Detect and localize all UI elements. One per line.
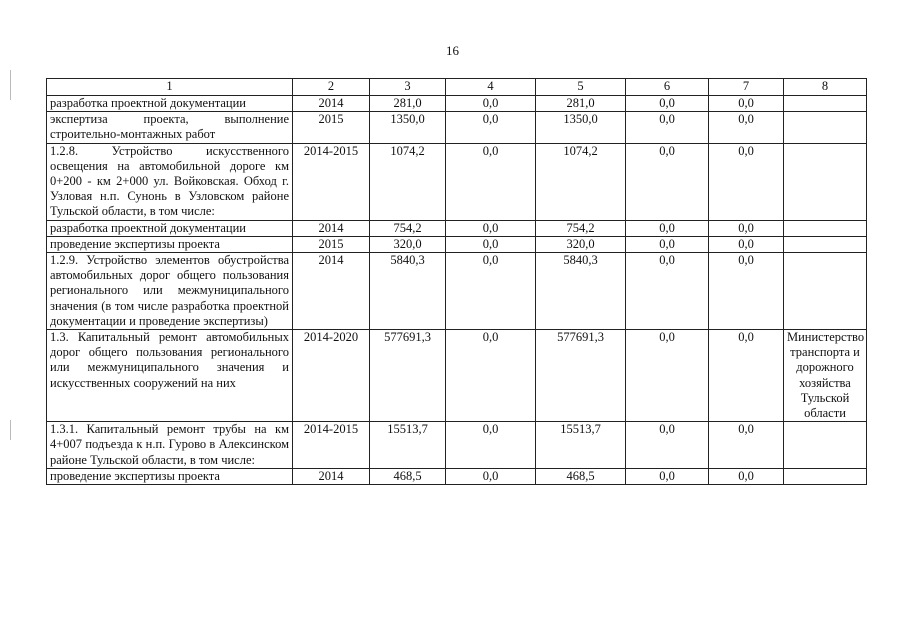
cell-year: 2014 — [293, 96, 370, 112]
cell-name: проведение экспертизы проекта — [47, 236, 293, 252]
table-header-row — [47, 79, 867, 96]
table-row — [47, 143, 867, 220]
cell-note — [784, 112, 867, 143]
cell-name: 1.2.9. Устройство элементов обустройства автомобильных дорог общего пользования регионального или межмуниципального значения (в том числе разработка проектной документации и проведение экспертизы) — [47, 253, 293, 330]
cell-name: 1.2.8. Устройство искусственного освещения на автомобильной дороге км 0+200 - км 2+000 ул. Войковская. Обход г. Узловая н.п. Сунонь в Узловском районе Тульской области, в том числе: — [47, 143, 293, 220]
column-header: 2 — [293, 79, 370, 96]
cell-year: 2014-2020 — [293, 330, 370, 422]
cell-value: 281,0 — [370, 96, 446, 112]
cell-value: 577691,3 — [536, 330, 626, 422]
cell-note: Министерство транспорта и дорожного хозяйства Тульской области — [784, 330, 867, 422]
cell-note — [784, 143, 867, 220]
column-header: 7 — [709, 79, 784, 96]
column-header: 4 — [446, 79, 536, 96]
cell-value: 0,0 — [709, 253, 784, 330]
cell-value: 754,2 — [536, 220, 626, 236]
cell-value: 0,0 — [626, 468, 709, 484]
column-header: 8 — [784, 79, 867, 96]
cell-year: 2015 — [293, 112, 370, 143]
cell-value: 320,0 — [536, 236, 626, 252]
cell-value: 0,0 — [709, 422, 784, 469]
cell-value: 5840,3 — [536, 253, 626, 330]
budget-table — [46, 78, 867, 485]
cell-value: 0,0 — [446, 422, 536, 469]
table-row — [47, 422, 867, 469]
cell-name: 1.3.1. Капитальный ремонт трубы на км 4+007 подъезда к н.п. Гурово в Алексинском районе Тульской области, в том числе: — [47, 422, 293, 469]
cell-year: 2014 — [293, 468, 370, 484]
cell-value: 1074,2 — [536, 143, 626, 220]
cell-value: 0,0 — [626, 330, 709, 422]
cell-name: проведение экспертизы проекта — [47, 468, 293, 484]
cell-note — [784, 468, 867, 484]
table-row — [47, 468, 867, 484]
cell-value: 0,0 — [446, 112, 536, 143]
margin-mark — [10, 70, 11, 100]
cell-value: 754,2 — [370, 220, 446, 236]
cell-value: 15513,7 — [536, 422, 626, 469]
cell-value: 0,0 — [709, 236, 784, 252]
cell-note — [784, 253, 867, 330]
cell-year: 2014 — [293, 253, 370, 330]
cell-value: 0,0 — [626, 253, 709, 330]
cell-name: 1.3. Капитальный ремонт автомобильных дорог общего пользования регионального или межмуниципального значения и искусственных сооружений на них — [47, 330, 293, 422]
table-row — [47, 96, 867, 112]
cell-value: 15513,7 — [370, 422, 446, 469]
table-row — [47, 112, 867, 143]
cell-value: 0,0 — [709, 112, 784, 143]
table-row — [47, 220, 867, 236]
column-header: 6 — [626, 79, 709, 96]
cell-value: 0,0 — [709, 220, 784, 236]
cell-value: 0,0 — [709, 143, 784, 220]
cell-name: экспертиза проекта, выполнение строительно-монтажных работ — [47, 112, 293, 143]
table-row — [47, 236, 867, 252]
cell-value: 0,0 — [446, 143, 536, 220]
cell-value: 0,0 — [626, 143, 709, 220]
cell-note — [784, 236, 867, 252]
cell-note — [784, 422, 867, 469]
margin-mark — [10, 420, 11, 440]
cell-value: 0,0 — [709, 468, 784, 484]
cell-value: 0,0 — [626, 220, 709, 236]
cell-name: разработка проектной документации — [47, 220, 293, 236]
cell-year: 2015 — [293, 236, 370, 252]
column-header: 1 — [47, 79, 293, 96]
cell-value: 0,0 — [709, 96, 784, 112]
cell-year: 2014-2015 — [293, 422, 370, 469]
cell-name: разработка проектной документации — [47, 96, 293, 112]
column-header: 3 — [370, 79, 446, 96]
cell-value: 0,0 — [446, 330, 536, 422]
cell-value: 320,0 — [370, 236, 446, 252]
table-row — [47, 253, 867, 330]
cell-value: 468,5 — [536, 468, 626, 484]
cell-year: 2014-2015 — [293, 143, 370, 220]
cell-value: 468,5 — [370, 468, 446, 484]
cell-value: 0,0 — [446, 468, 536, 484]
column-header: 5 — [536, 79, 626, 96]
table-row — [47, 330, 867, 422]
cell-value: 0,0 — [446, 96, 536, 112]
cell-value: 0,0 — [626, 422, 709, 469]
cell-value: 0,0 — [626, 236, 709, 252]
cell-value: 0,0 — [446, 220, 536, 236]
cell-value: 0,0 — [709, 330, 784, 422]
cell-value: 0,0 — [446, 253, 536, 330]
cell-note — [784, 220, 867, 236]
cell-value: 1350,0 — [536, 112, 626, 143]
cell-value: 0,0 — [446, 236, 536, 252]
cell-value: 1074,2 — [370, 143, 446, 220]
cell-value: 0,0 — [626, 96, 709, 112]
page-number: 16 — [446, 43, 459, 58]
cell-note — [784, 96, 867, 112]
cell-value: 281,0 — [536, 96, 626, 112]
cell-value: 577691,3 — [370, 330, 446, 422]
cell-value: 0,0 — [626, 112, 709, 143]
cell-value: 1350,0 — [370, 112, 446, 143]
cell-value: 5840,3 — [370, 253, 446, 330]
cell-year: 2014 — [293, 220, 370, 236]
